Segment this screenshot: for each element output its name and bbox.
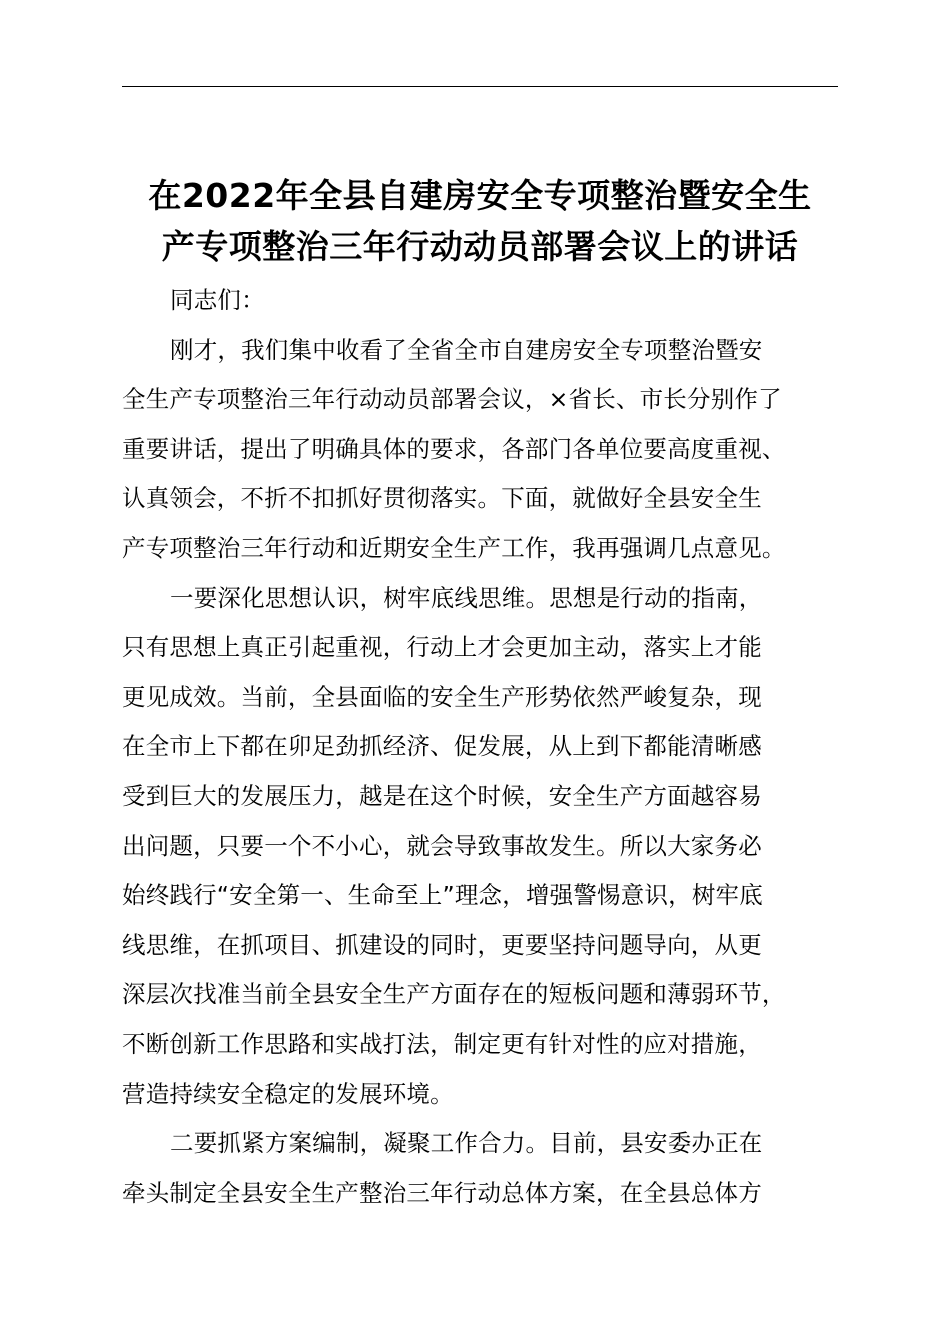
paragraph-line: 深层次找准当前全县安全生产方面存在的短板问题和薄弱环节， <box>122 980 786 1009</box>
paragraph-line: 一要深化思想认识，树牢底线思维。思想是行动的指南， <box>170 583 763 612</box>
paragraph-line: 在全市上下都在卯足劲抓经济、促发展，从上到下都能清晰感 <box>122 732 762 761</box>
paragraph-line: 出问题，只要一个不小心，就会导致事故发生。所以大家务必 <box>122 831 762 860</box>
header-rule <box>122 86 838 87</box>
speech-body <box>122 276 858 1218</box>
title-line: 产专项整治三年行动动员部署会议上的讲话 <box>161 227 799 267</box>
paragraph-line: 不断创新工作思路和实战打法，制定更有针对性的应对措施， <box>122 1029 762 1058</box>
paragraph-line: 始终践行“安全第一、生命至上”理念，增强警惕意识，树牢底 <box>122 881 763 910</box>
paragraph-line: 全生产专项整治三年行动动员部署会议，×省长、市长分别作了 <box>122 385 782 414</box>
paragraph-line: 只有思想上真正引起重视，行动上才会更加主动，落实上才能 <box>122 633 762 662</box>
paragraph-line: 牵头制定全县安全生产整治三年行动总体方案，在全县总体方 <box>122 1178 762 1207</box>
paragraph-line: 受到巨大的发展压力，越是在这个时候，安全生产方面越容易 <box>122 781 762 810</box>
paragraph-line: 营造持续安全稳定的发展环境。 <box>122 1079 454 1108</box>
salutation: 同志们： <box>170 286 265 314</box>
paragraph-line: 二要抓紧方案编制，凝聚工作合力。目前，县安委办正在 <box>170 1129 763 1158</box>
paragraph-line: 认真领会，不折不扣抓好贯彻落实。下面，就做好全县安全生 <box>122 484 762 513</box>
paragraph-line: 更见成效。当前，全县面临的安全生产形势依然严峻复杂，现 <box>122 682 762 711</box>
paragraph-line: 线思维，在抓项目、抓建设的同时，更要坚持问题导向，从更 <box>122 930 762 959</box>
paragraph-line: 刚才，我们集中收看了全省全市自建房安全专项整治暨安 <box>170 335 763 364</box>
paragraph-line: 重要讲话，提出了明确具体的要求，各部门各单位要高度重视、 <box>122 434 786 463</box>
title-line: 在2022年全县自建房安全专项整治暨安全生 <box>148 176 812 216</box>
paragraph-line: 产专项整治三年行动和近期安全生产工作，我再强调几点意见。 <box>122 533 786 562</box>
page-title <box>100 170 860 272</box>
